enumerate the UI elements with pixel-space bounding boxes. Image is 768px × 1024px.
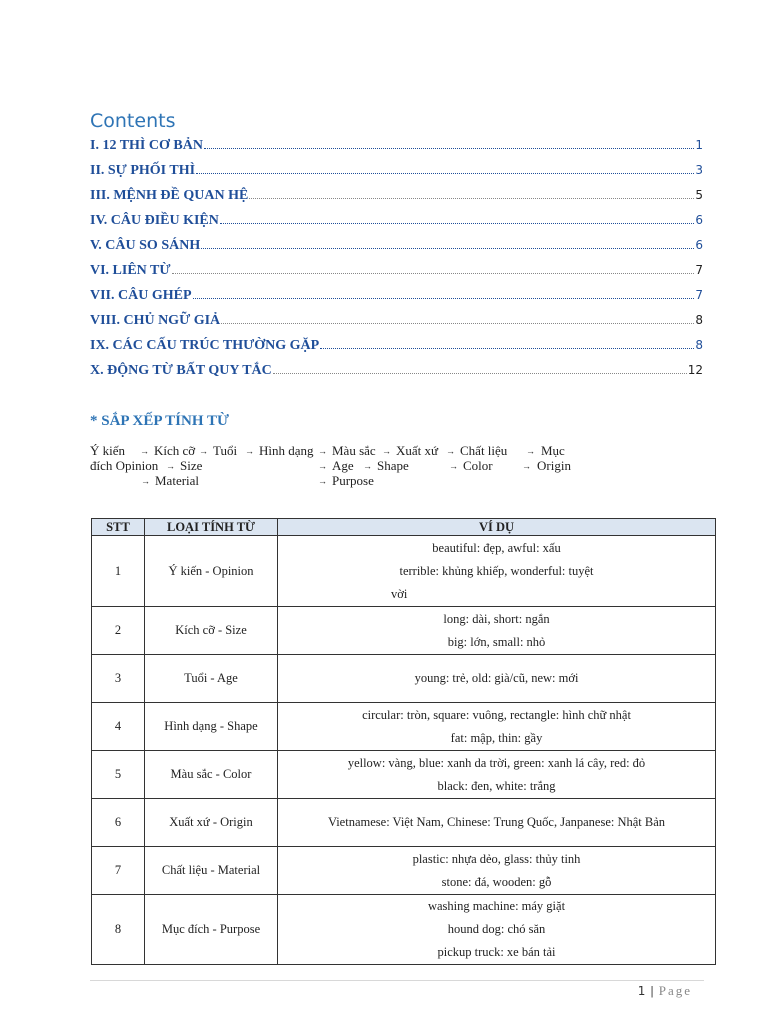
- example-line: long: dài, short: ngắn: [443, 611, 550, 626]
- example-cell: [278, 751, 716, 799]
- stt-cell: 8: [92, 895, 145, 965]
- toc-entry-label: V. CÂU SO SÁNH: [90, 238, 201, 253]
- column-header: LOẠI TÍNH TỪ: [145, 519, 278, 536]
- toc-entry-label: II. SỰ PHỐI THÌ: [90, 163, 196, 178]
- example-line: plastic: nhựa dẻo, glass: thủy tinh: [412, 851, 581, 866]
- toc-leader-dots: [220, 222, 694, 224]
- toc-entry-page: 7: [695, 263, 703, 277]
- column-header: STT: [92, 519, 145, 536]
- example-line: yellow: vàng, blue: xanh da trời, green: xanh lá cây, red: đỏ: [347, 755, 646, 770]
- example-line: stone: đá, wooden: gỗ: [441, 874, 552, 889]
- table-row: [92, 895, 716, 965]
- toc-entry-label: I. 12 THÌ CƠ BẢN: [90, 138, 203, 153]
- type-cell: Kích cỡ - Size: [145, 607, 278, 655]
- flow-term: Material: [155, 473, 200, 488]
- example-cell: [278, 895, 716, 965]
- example-line: beautiful: đẹp, awful: xấu: [432, 540, 561, 555]
- stt-cell: 5: [92, 751, 145, 799]
- section-heading: * SẮP XẾP TÍNH TỪ: [90, 413, 229, 429]
- toc-entry[interactable]: [90, 311, 703, 336]
- table-row: [92, 751, 716, 799]
- table-row: [92, 847, 716, 895]
- toc-entry-page: 1: [695, 138, 703, 152]
- footer-separator: |: [650, 983, 654, 998]
- type-cell: Chất liệu - Material: [145, 847, 278, 895]
- type-cell: Mục đích - Purpose: [145, 895, 278, 965]
- type-cell: Ý kiến - Opinion: [145, 536, 278, 607]
- table-row: [92, 536, 716, 607]
- toc-leader-dots: [196, 172, 694, 174]
- toc-entry[interactable]: [90, 336, 703, 361]
- example-line: black: đen, white: trắng: [437, 778, 556, 793]
- toc-entry-page: 6: [695, 213, 703, 227]
- flow-term: Ý kiến: [90, 443, 126, 458]
- toc-leader-dots: [172, 272, 695, 274]
- toc-entry-label: VI. LIÊN TỪ: [90, 263, 171, 278]
- example-line: pickup truck: xe bán tải: [437, 945, 556, 959]
- example-line: young: trẻ, old: già/cũ, new: mới: [414, 671, 579, 685]
- table-header-row: [92, 519, 716, 536]
- flow-term: Mục: [541, 443, 565, 458]
- arrow-icon: →: [318, 461, 327, 471]
- example-line: terrible: khủng khiếp, wonderful: tuyệt: [399, 563, 594, 578]
- toc-entry-page: 8: [695, 338, 703, 352]
- flow-term: Xuất xứ: [396, 443, 439, 458]
- table-row: [92, 799, 716, 847]
- flow-term: Kích cỡ: [154, 443, 196, 458]
- arrow-icon: →: [199, 446, 208, 456]
- toc-leader-dots: [193, 297, 695, 299]
- adjective-table: [91, 518, 716, 965]
- footer-divider: [90, 980, 704, 981]
- flow-term: Color: [463, 458, 493, 473]
- stt-cell: 4: [92, 703, 145, 751]
- toc-leader-dots: [204, 147, 694, 149]
- toc-title: Contents: [90, 110, 176, 132]
- toc-entry[interactable]: [90, 211, 703, 236]
- example-cell: [278, 703, 716, 751]
- arrow-icon: →: [382, 446, 391, 456]
- arrow-icon: →: [318, 476, 327, 486]
- example-line: fat: mập, thin: gầy: [450, 730, 543, 745]
- toc-entry-page: 8: [695, 313, 703, 327]
- table-row: [92, 607, 716, 655]
- toc-entry-label: III. MỆNH ĐỀ QUAN HỆ: [90, 188, 249, 203]
- toc-entry-page: 5: [695, 188, 703, 202]
- stt-cell: 3: [92, 655, 145, 703]
- flow-term: Shape: [377, 458, 409, 473]
- arrow-icon: →: [245, 446, 254, 456]
- toc-entry-page: 6: [695, 238, 703, 252]
- toc-entry-label: VII. CÂU GHÉP: [90, 288, 192, 303]
- toc-leader-dots: [201, 247, 694, 249]
- toc-leader-dots: [273, 372, 687, 374]
- flow-term: Hình dạng: [259, 443, 314, 458]
- flow-term: Purpose: [332, 473, 374, 488]
- toc-leader-dots: [221, 322, 694, 324]
- page-footer: [638, 983, 692, 999]
- example-cell: [278, 536, 716, 607]
- toc-leader-dots: [320, 347, 694, 349]
- type-cell: Hình dạng - Shape: [145, 703, 278, 751]
- toc-entry[interactable]: [90, 286, 703, 311]
- stt-cell: 2: [92, 607, 145, 655]
- flow-term: đích Opinion: [90, 458, 159, 473]
- toc-entry-label: IV. CÂU ĐIỀU KIỆN: [90, 213, 219, 228]
- arrow-icon: →: [363, 461, 372, 471]
- flow-term: Chất liệu: [460, 443, 508, 458]
- table-of-contents: [90, 136, 703, 386]
- arrow-icon: →: [449, 461, 458, 471]
- table-row: [92, 703, 716, 751]
- example-line: vời: [391, 586, 408, 601]
- toc-entry[interactable]: [90, 161, 703, 186]
- table-row: [92, 655, 716, 703]
- example-line: Vietnamese: Việt Nam, Chinese: Trung Quốc, Janpanese: Nhật Bản: [327, 815, 666, 829]
- column-header: VÍ DỤ: [278, 519, 716, 536]
- stt-cell: 1: [92, 536, 145, 607]
- toc-entry-label: IX. CÁC CẤU TRÚC THƯỜNG GẶP: [90, 338, 320, 353]
- toc-entry[interactable]: [90, 136, 703, 161]
- example-cell: [278, 655, 716, 703]
- flow-term: Age: [332, 458, 354, 473]
- flow-term: Màu sắc: [332, 443, 376, 458]
- toc-entry[interactable]: [90, 261, 703, 286]
- adjective-order-flow: [90, 443, 690, 493]
- arrow-icon: →: [522, 461, 531, 471]
- stt-cell: 6: [92, 799, 145, 847]
- example-cell: [278, 607, 716, 655]
- arrow-icon: →: [526, 446, 535, 456]
- page-label: Page: [658, 983, 692, 998]
- example-line: big: lớn, small: nhỏ: [447, 634, 546, 649]
- page-number: 1: [637, 984, 646, 998]
- flow-term: Size: [180, 458, 203, 473]
- example-cell: [278, 847, 716, 895]
- toc-leader-dots: [249, 197, 694, 199]
- stt-cell: 7: [92, 847, 145, 895]
- type-cell: Xuất xứ - Origin: [145, 799, 278, 847]
- arrow-icon: →: [318, 446, 327, 456]
- toc-entry[interactable]: [90, 361, 703, 386]
- toc-entry-page: 3: [695, 163, 703, 177]
- arrow-icon: →: [141, 476, 150, 486]
- example-line: hound dog: chó săn: [447, 922, 546, 936]
- arrow-icon: →: [166, 461, 175, 471]
- toc-entry[interactable]: [90, 186, 703, 211]
- toc-entry-label: X. ĐỘNG TỪ BẤT QUY TẮC: [90, 363, 272, 378]
- arrow-icon: →: [140, 446, 149, 456]
- type-cell: Tuổi - Age: [145, 655, 278, 703]
- example-line: circular: tròn, square: vuông, rectangle: hình chữ nhật: [362, 707, 631, 722]
- flow-term: Tuổi: [213, 443, 238, 458]
- example-line: washing machine: máy giặt: [427, 899, 566, 913]
- toc-entry-label: VIII. CHỦ NGỮ GIẢ: [90, 313, 221, 328]
- toc-entry[interactable]: [90, 236, 703, 261]
- toc-entry-page: 12: [687, 363, 703, 377]
- flow-term: Origin: [537, 458, 571, 473]
- arrow-icon: →: [446, 446, 455, 456]
- toc-entry-page: 7: [695, 288, 703, 302]
- type-cell: Màu sắc - Color: [145, 751, 278, 799]
- example-cell: [278, 799, 716, 847]
